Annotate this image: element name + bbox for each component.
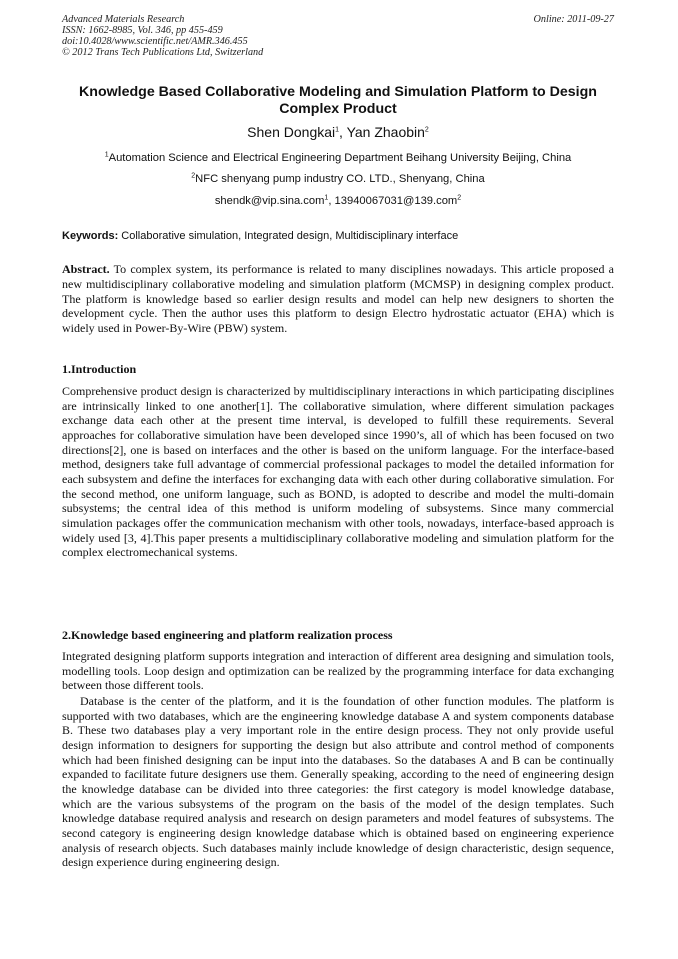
author-line [62, 124, 614, 141]
affil-mark: 1 [104, 151, 109, 159]
keywords-text: Collaborative simulation, Integrated design, Multidisciplinary interface [118, 230, 459, 242]
online-date: Online: 2011-09-27 [533, 14, 614, 25]
email: 13940067031@139.com [334, 195, 458, 207]
paragraph: Integrated designing platform supports integration and interaction of different area designing and simulation tools, modelling tools. Loop design and optimization can be realized by the programming interface for data exchanging between those different tools. [62, 649, 614, 693]
paper-title: Knowledge Based Collaborative Modeling and Simulation Platform to Design Complex Product [79, 84, 597, 117]
paragraph: Database is the center of the platform, and it is the foundation of other function modules. The platform is supported with two databases, which are the engineering knowledge database A and system components database B. These two databases play a very important role in the entire design process. They not only provide useful design information to designers for supporting the design but also attribute and control method of components which had been finished designing can be input into the databases. So the databases A and B can be continually expanded to facilitate future designers use them. Generally speaking, according to the need of engineering design the knowledge database can be divided into three categories: the first category is model knowledge database, which are the various subsystems of the program on the basis of the model of the design templates. Such knowledge database required analysis and research on design parameters and model features of subsystems. The second category is engineering design knowledge database which is obtained based on engineering experience analysis of research objects. Such databases mainly include knowledge of design characteristic, design sequence, design experience during engineering design. [62, 694, 614, 870]
keywords-label: Keywords: [62, 230, 119, 242]
abstract-label: Abstract. [62, 262, 110, 276]
affil-mark: 2 [191, 172, 196, 180]
affiliation-2 [62, 172, 614, 186]
author-name: Shen Dongkai [247, 124, 336, 140]
author-affil-mark: 1 [335, 126, 340, 134]
affil-text: Automation Science and Electrical Engineering Department Beihang University Beijing, China [108, 152, 572, 164]
affiliation-1 [62, 151, 614, 165]
author-separator: , [339, 124, 347, 140]
email-mark: 1 [324, 194, 329, 202]
keywords [62, 229, 614, 243]
journal-name: Advanced Materials Research [62, 14, 185, 25]
email-line [62, 194, 614, 208]
paragraph: Comprehensive product design is characterized by multidisciplinary interactions in which participating disciplines are intrinsically linked to one another[1]. The collaborative simulation, where different simulation packages exchange data each other at the present time interval, is developed to fulfill these requirements. Several approaches for collaborative simulation have been developed since 1990’s, all of which has been focused on two directions[2], one is based on interfaces and the other is based on the uniform language. For the interface-based method, designers take full advantage of commercial professional packages to model the detailed information for each subsystem and define the interfaces for exchanging data with each other during collaborative simulation. For the second method, one uniform language, such as BOND, is adopted to describe and model the multi-domain subsystems; the central idea of this method is uniform modeling of subsystems. Since many commercial simulation packages offer the communication mechanism with other tools, nowadays, interface-based approach is widely used [3, 4].This paper presents a multidisciplinary collaborative modeling and simulation platform for the complex electromechanical systems. [62, 384, 614, 560]
affil-text: NFC shenyang pump industry CO. LTD., Shenyang, China [195, 173, 485, 185]
abstract [62, 262, 614, 336]
section-heading: 2.Knowledge based engineering and platform realization process [62, 628, 393, 642]
journal-header [62, 14, 614, 58]
doi-line: doi:10.4028/www.scientific.net/AMR.346.455 [62, 36, 248, 47]
email: shendk@vip.sina.com [214, 195, 325, 207]
abstract-text: To complex system, its performance is related to many disciplines nowadays. This article proposed a new multidisciplinary collaborative modeling and simulation platform (MCMSP) in designing complex product. The platform is knowledge based so earlier design results and model can help new designers to shorten the development cycle. Then the author uses this platform to design Electro hydrostatic actuator (EHA) which is widely used in Power-By-Wire (PBW) system. [62, 262, 614, 336]
issn-line: ISSN: 1662-8985, Vol. 346, pp 455-459 [62, 25, 223, 36]
section-heading: 1.Introduction [62, 362, 137, 376]
author-name: Yan Zhaobin [346, 124, 425, 140]
author-affil-mark: 2 [424, 126, 429, 134]
email-mark: 2 [457, 194, 462, 202]
email-separator: , [328, 195, 335, 207]
copyright-line: © 2012 Trans Tech Publications Ltd, Switzerland [62, 47, 264, 58]
